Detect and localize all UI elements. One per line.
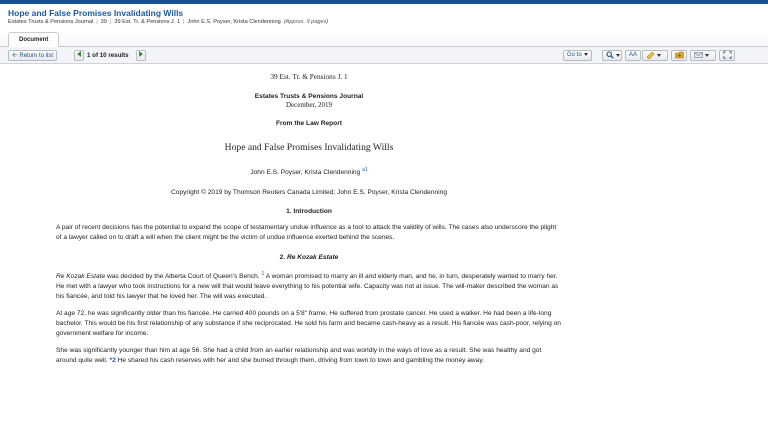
section-heading-introduction: 1. Introduction	[286, 208, 332, 216]
chevron-down-icon	[616, 54, 620, 57]
document-meta: Estates Trusts & Pensions Journal | 39 | 39 Est. Tr. & Pensions J. 1 | John E.S. Poyser, Krista Clendenning (Approx. 9 pages)	[8, 19, 329, 25]
journal-name: Estates Trusts & Pensions Journal	[254, 93, 364, 100]
paragraph: She was significantly younger than him at age 56. She had a child from an earlier relationship and was worldly in the ways of love as a result. She was healthy and got around quite well. *2 He shared his cash reserves with her and she burned through them, driving from town to town and gambling the money away.	[56, 347, 542, 365]
chevron-down-icon	[705, 54, 709, 57]
full-screen-button[interactable]	[719, 50, 735, 61]
document-citation: 39 Est. Tr. & Pensions J. 1	[270, 72, 348, 81]
document-title[interactable]: Hope and False Promises Invalidating Wills	[8, 8, 184, 18]
triangle-right-icon	[139, 51, 143, 57]
tab-document[interactable]: Document	[8, 32, 59, 48]
article-authors: John E.S. Poyser, Krista Clendenning $^{a1}$	[250, 167, 368, 177]
expand-icon	[723, 51, 732, 59]
paragraph: Re Kozak Estate was decided by the Alberta Court of Queen's Bench. $^1$ A woman promised to marry an ill and elderly man, and he, in turn, desperately wanted to marry her. He met with a lawyer who took instructions for a new will that would leave everything to his potential wife. Capacity was not at issue. The will-maker described the woman as his fiancée, and told his lawyer that he loved her. The will was executed.	[56, 271, 559, 301]
triangle-left-icon	[77, 51, 81, 57]
meta-citation: 39 Est. Tr. & Pensions J. 1	[114, 19, 180, 25]
email-icon	[694, 51, 703, 59]
return-to-list-button[interactable]: 🡨 Return to list	[8, 50, 57, 61]
publication-date: December, 2019	[286, 101, 332, 109]
section-name: From the Law Report	[276, 120, 342, 127]
chevron-down-icon	[657, 54, 661, 57]
footnote-link[interactable]: a1	[362, 167, 368, 173]
paragraph: At age 72, he was significantly older than his fiancée. He carried 400 pounds on a 5'8" frame. He suffered from prostate cancer. He used a walker. He had been a life-long bachelor. This would be his first relationship of any substance if she reciprocated. He sold his farm and became cash-heavy as a result. His fiancée was cash-poor, relying on government welfare for income.	[56, 310, 561, 338]
copyright-notice: Copyright © 2019 by Thomson Reuters Canada Limited; John E.S. Poyser, Krista Clendenning	[171, 189, 447, 197]
toolbar	[0, 47, 768, 64]
tab-bar	[0, 30, 768, 47]
search-icon	[606, 51, 614, 59]
highlighter-icon	[646, 51, 655, 59]
meta-authors: John E.S. Poyser, Krista Clendenning	[187, 19, 281, 25]
document-body	[56, 66, 562, 366]
chevron-down-icon	[584, 53, 588, 56]
section-heading-re-kozak-estate: 2. Re Kozak Estate	[279, 254, 339, 262]
star-page-marker: *2	[109, 357, 116, 365]
result-counter: 1 of 10 results	[87, 52, 129, 59]
meta-volume: 39	[100, 19, 107, 25]
folder-icon	[675, 51, 684, 59]
annotate-button[interactable]	[642, 50, 668, 61]
article-title: Hope and False Promises Invalidating Wills	[224, 142, 394, 153]
delivery-options-button[interactable]	[690, 50, 716, 61]
text-size-button[interactable]: AA	[625, 50, 641, 61]
next-result-button[interactable]	[136, 50, 146, 61]
meta-journal: Estates Trusts & Pensions Journal	[8, 19, 94, 25]
footnote-link[interactable]: 1	[261, 271, 265, 278]
save-to-folder-button[interactable]	[671, 50, 687, 61]
arrow-left-icon: 🡨	[12, 52, 18, 59]
search-button[interactable]	[602, 50, 622, 61]
meta-pages: (Approx. 9 pages)	[283, 19, 329, 25]
paragraph: A pair of recent decisions has the potential to expand the scope of testamentary undue influence as a tool to attack the validity of wills. The cases also underscore the plight of a lawyer called on to draft a will when the client might be the victim of undue influence exerted behind the scenes.	[56, 224, 557, 242]
document-header	[0, 4, 768, 30]
previous-result-button[interactable]	[74, 50, 84, 61]
go-to-button[interactable]: Go to	[563, 50, 592, 61]
